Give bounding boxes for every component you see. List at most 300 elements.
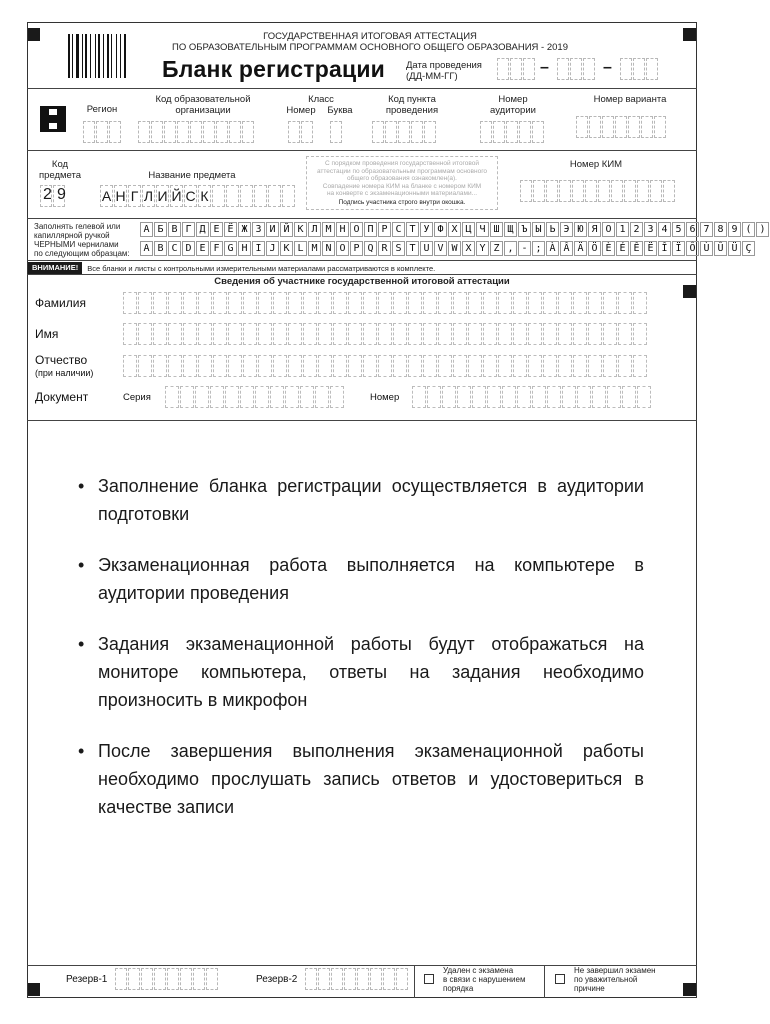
- entry-cell[interactable]: [243, 355, 257, 377]
- entry-cell[interactable]: [123, 323, 137, 345]
- entry-cell[interactable]: [588, 292, 602, 314]
- sample-char: M: [308, 241, 321, 256]
- document-number-label: Номер: [370, 392, 400, 403]
- instruction-item: • Задания экзаменационной работы будут отображаться на мониторе компьютера, ответы на задания необходимо произносить в микрофон: [78, 630, 644, 714]
- entry-cell[interactable]: [543, 323, 557, 345]
- entry-cell[interactable]: [498, 355, 512, 377]
- instruction-item: • Экзаменационная работа выполняется на компьютере в аудитории проведения: [78, 551, 644, 607]
- entry-cell[interactable]: [438, 323, 452, 345]
- entry-cell[interactable]: [363, 355, 377, 377]
- entry-cell[interactable]: [153, 355, 167, 377]
- entry-cell[interactable]: [408, 292, 422, 314]
- sample-char: Z: [490, 241, 503, 256]
- document-series-field[interactable]: [165, 386, 345, 408]
- instructions-list: [78, 472, 644, 844]
- entry-cell[interactable]: [213, 323, 227, 345]
- entry-cell[interactable]: [603, 355, 617, 377]
- subject-name-cell: [268, 185, 281, 207]
- document-series-label: Серия: [123, 392, 151, 403]
- first-name-label: Имя: [35, 327, 59, 341]
- sample-char: ;: [532, 241, 545, 256]
- sample-char: X: [462, 241, 475, 256]
- entry-cell[interactable]: [258, 292, 272, 314]
- not-finished-label: Не завершил экзамен по уважительной причине: [574, 966, 656, 993]
- sample-char: 4: [658, 222, 671, 237]
- sample-char: 3: [644, 222, 657, 237]
- entry-cell[interactable]: [363, 323, 377, 345]
- entry-cell[interactable]: [213, 355, 227, 377]
- room-label: Номер аудитории: [490, 94, 536, 116]
- entry-cell[interactable]: [393, 292, 407, 314]
- sample-char: С: [392, 222, 405, 237]
- sample-char: A: [140, 241, 153, 256]
- date-day-field[interactable]: [497, 58, 536, 80]
- sample-char: 9: [728, 222, 741, 237]
- entry-cell[interactable]: [558, 355, 572, 377]
- entry-cell[interactable]: [138, 292, 152, 314]
- entry-cell[interactable]: [273, 355, 287, 377]
- sample-char: Е: [210, 222, 223, 237]
- entry-cell[interactable]: [258, 355, 272, 377]
- sample-char: À: [546, 241, 559, 256]
- entry-cell[interactable]: [633, 323, 647, 345]
- org-code-field[interactable]: [138, 121, 255, 143]
- entry-cell[interactable]: [348, 355, 362, 377]
- entry-cell[interactable]: [513, 323, 527, 345]
- entry-cell[interactable]: [303, 323, 317, 345]
- sample-char: И: [266, 222, 279, 237]
- sample-char: 5: [672, 222, 685, 237]
- entry-cell[interactable]: [183, 292, 197, 314]
- entry-cell[interactable]: [240, 386, 254, 408]
- entry-cell[interactable]: [333, 355, 347, 377]
- subject-name-field[interactable]: [100, 185, 296, 207]
- entry-cell[interactable]: [168, 292, 182, 314]
- sample-char: 7: [700, 222, 713, 237]
- entry-cell[interactable]: [123, 355, 137, 377]
- reserve2-label: Резерв-2: [256, 974, 298, 985]
- entry-cell[interactable]: [468, 292, 482, 314]
- variant-field[interactable]: [576, 116, 667, 138]
- sample-char: К: [294, 222, 307, 237]
- sample-char: Ä: [574, 241, 587, 256]
- entry-cell[interactable]: [363, 292, 377, 314]
- sample-char: В: [168, 222, 181, 237]
- sample-char: 6: [686, 222, 699, 237]
- entry-cell[interactable]: [427, 386, 441, 408]
- entry-cell[interactable]: [468, 355, 482, 377]
- warning-bar: [28, 262, 696, 274]
- kim-number-field[interactable]: [520, 180, 676, 202]
- entry-cell[interactable]: [528, 292, 542, 314]
- entry-cell[interactable]: [603, 292, 617, 314]
- subject-name-cell: Г: [128, 185, 141, 207]
- sample-char: J: [266, 241, 279, 256]
- sample-char: З: [252, 222, 265, 237]
- entry-cell[interactable]: [348, 323, 362, 345]
- class-number-label: Номер: [286, 105, 316, 116]
- entry-cell[interactable]: [423, 292, 437, 314]
- entry-cell[interactable]: [168, 355, 182, 377]
- subject-name-cell: Н: [114, 185, 127, 207]
- entry-cell[interactable]: [300, 386, 314, 408]
- entry-cell[interactable]: [198, 355, 212, 377]
- point-code-field[interactable]: [372, 121, 437, 143]
- sample-char: Т: [406, 222, 419, 237]
- entry-cell[interactable]: [607, 386, 621, 408]
- entry-cell[interactable]: [423, 355, 437, 377]
- sample-char: 8: [714, 222, 727, 237]
- entry-cell[interactable]: [210, 386, 224, 408]
- sample-char: Y: [476, 241, 489, 256]
- kim-label: Номер КИМ: [569, 159, 623, 170]
- entry-cell[interactable]: [453, 355, 467, 377]
- entry-cell[interactable]: [528, 355, 542, 377]
- patronymic-note: (при наличии): [35, 368, 94, 378]
- sample-char: S: [392, 241, 405, 256]
- entry-cell[interactable]: [483, 355, 497, 377]
- divider: [27, 88, 697, 89]
- sample-char: Н: [336, 222, 349, 237]
- divider: [544, 965, 545, 998]
- entry-cell[interactable]: [330, 386, 344, 408]
- entry-cell[interactable]: [438, 292, 452, 314]
- entry-cell[interactable]: [213, 292, 227, 314]
- sample-char: Г: [182, 222, 195, 237]
- entry-cell[interactable]: [573, 292, 587, 314]
- entry-cell[interactable]: [288, 292, 302, 314]
- divider: [27, 150, 697, 151]
- subject-name-cell: [226, 185, 239, 207]
- entry-cell[interactable]: [618, 355, 632, 377]
- divider: [27, 260, 697, 261]
- entry-cell[interactable]: [483, 323, 497, 345]
- subject-name-cell: [240, 185, 253, 207]
- entry-cell[interactable]: [412, 386, 426, 408]
- entry-cell[interactable]: [165, 386, 179, 408]
- region-field[interactable]: [83, 121, 122, 143]
- sample-char: Î: [658, 241, 671, 256]
- sample-char: E: [196, 241, 209, 256]
- sample-char: H: [238, 241, 251, 256]
- entry-cell[interactable]: [457, 386, 471, 408]
- entry-cell[interactable]: [528, 323, 542, 345]
- entry-cell[interactable]: [225, 386, 239, 408]
- entry-cell[interactable]: [138, 323, 152, 345]
- entry-cell[interactable]: [333, 292, 347, 314]
- sample-char: У: [420, 222, 433, 237]
- warning-tag: ВНИМАНИЕ!: [28, 262, 82, 274]
- entry-cell[interactable]: [183, 323, 197, 345]
- entry-cell[interactable]: [168, 323, 182, 345]
- entry-cell[interactable]: [303, 355, 317, 377]
- sample-char: Ч: [476, 222, 489, 237]
- removed-label: Удален с экзамена в связи с нарушением порядка: [443, 966, 526, 993]
- sample-char: 1: [616, 222, 629, 237]
- sample-char: L: [294, 241, 307, 256]
- sample-char: ,: [504, 241, 517, 256]
- entry-cell[interactable]: [468, 323, 482, 345]
- subject-name-cell: К: [198, 185, 211, 207]
- sample-char: Ü: [728, 241, 741, 256]
- entry-cell[interactable]: [273, 292, 287, 314]
- sample-char: (: [742, 222, 755, 237]
- reserve1-field[interactable]: [115, 968, 219, 990]
- first-name-field[interactable]: [123, 323, 648, 345]
- instruction-item: • Заполнение бланка регистрации осуществляется в аудитории подготовки: [78, 472, 644, 528]
- entry-cell[interactable]: [487, 386, 501, 408]
- sample-char: Ё: [224, 222, 237, 237]
- entry-cell[interactable]: [603, 323, 617, 345]
- entry-cell[interactable]: [195, 386, 209, 408]
- date-separator: –: [540, 59, 549, 76]
- entry-cell[interactable]: [318, 355, 332, 377]
- sample-char: O: [336, 241, 349, 256]
- date-label: Дата проведения (ДД-ММ-ГГ): [406, 60, 482, 82]
- sample-char: ): [756, 222, 769, 237]
- sample-char: Ж: [238, 222, 251, 237]
- entry-cell[interactable]: [153, 292, 167, 314]
- entry-cell[interactable]: [198, 292, 212, 314]
- entry-cell[interactable]: [573, 355, 587, 377]
- sample-char: Б: [154, 222, 167, 237]
- entry-cell[interactable]: [318, 323, 332, 345]
- entry-cell[interactable]: [453, 292, 467, 314]
- sample-char: Ш: [490, 222, 503, 237]
- sample-char: Я: [588, 222, 601, 237]
- sample-char: Й: [280, 222, 293, 237]
- entry-cell[interactable]: [123, 292, 137, 314]
- entry-cell[interactable]: [543, 292, 557, 314]
- entry-cell[interactable]: [618, 323, 632, 345]
- entry-cell[interactable]: [138, 355, 152, 377]
- entry-cell[interactable]: [228, 355, 242, 377]
- sample-char: Ê: [630, 241, 643, 256]
- entry-cell[interactable]: [622, 386, 636, 408]
- entry-cell[interactable]: [153, 323, 167, 345]
- divider: [27, 218, 697, 219]
- subject-name-cell: [212, 185, 225, 207]
- entry-cell[interactable]: [513, 355, 527, 377]
- entry-cell[interactable]: [573, 323, 587, 345]
- date-separator: –: [603, 59, 612, 76]
- entry-cell[interactable]: [592, 386, 606, 408]
- entry-cell[interactable]: [288, 323, 302, 345]
- divider: [27, 274, 697, 275]
- class-label: Класс: [308, 94, 334, 105]
- entry-cell[interactable]: [442, 386, 456, 408]
- sample-char: Ù: [700, 241, 713, 256]
- qr-code-icon: [40, 106, 66, 132]
- entry-cell[interactable]: [517, 386, 531, 408]
- entry-cell[interactable]: [285, 386, 299, 408]
- entry-cell[interactable]: [393, 323, 407, 345]
- entry-cell[interactable]: [288, 355, 302, 377]
- sample-instructions: Заполнять гелевой или капиллярной ручкой ЧЕРНЫМИ чернилами по следующим образцам:: [34, 222, 130, 258]
- sample-char: Q: [364, 241, 377, 256]
- patronymic-label: Отчество: [35, 353, 88, 367]
- document-number-field[interactable]: [412, 386, 652, 408]
- entry-cell[interactable]: [633, 355, 647, 377]
- entry-cell[interactable]: [378, 292, 392, 314]
- sample-char: О: [602, 222, 615, 237]
- entry-cell[interactable]: [423, 323, 437, 345]
- entry-cell[interactable]: [498, 292, 512, 314]
- entry-cell[interactable]: [378, 355, 392, 377]
- sample-row-cyrillic: [140, 222, 770, 237]
- sample-char: Ï: [672, 241, 685, 256]
- entry-cell[interactable]: [348, 292, 362, 314]
- entry-cell[interactable]: [333, 323, 347, 345]
- surname-label: Фамилия: [35, 296, 86, 310]
- sample-char: U: [420, 241, 433, 256]
- subject-name-cell: Л: [142, 185, 155, 207]
- date-year-field[interactable]: [620, 58, 659, 80]
- entry-cell[interactable]: [183, 355, 197, 377]
- entry-cell[interactable]: [408, 355, 422, 377]
- entry-cell[interactable]: [243, 323, 257, 345]
- class-number-field[interactable]: [288, 121, 314, 143]
- sample-char: W: [448, 241, 461, 256]
- sample-char: B: [154, 241, 167, 256]
- point-code-label: Код пункта проведения: [385, 94, 439, 116]
- sample-char: Ы: [532, 222, 545, 237]
- sample-char: Ô: [686, 241, 699, 256]
- entry-cell[interactable]: [543, 355, 557, 377]
- entry-cell[interactable]: [378, 323, 392, 345]
- entry-cell[interactable]: [258, 323, 272, 345]
- date-month-field[interactable]: [557, 58, 596, 80]
- subject-name-cell: С: [184, 185, 197, 207]
- sample-char: G: [224, 241, 237, 256]
- entry-cell[interactable]: [180, 386, 194, 408]
- entry-cell[interactable]: [228, 323, 242, 345]
- sample-char: Э: [560, 222, 573, 237]
- entry-cell[interactable]: [588, 323, 602, 345]
- entry-cell[interactable]: [228, 292, 242, 314]
- sample-char: Х: [448, 222, 461, 237]
- sample-char: D: [182, 241, 195, 256]
- entry-cell[interactable]: [483, 292, 497, 314]
- entry-cell[interactable]: [408, 323, 422, 345]
- entry-cell[interactable]: [502, 386, 516, 408]
- subject-name-cell: И: [156, 185, 169, 207]
- subject-code-digit: 9: [57, 186, 67, 203]
- region-label: Регион: [86, 104, 118, 115]
- sample-char: Ь: [546, 222, 559, 237]
- sample-char: Ю: [574, 222, 587, 237]
- participant-section-title: Сведения об участнике государственной итоговой аттестации: [214, 276, 510, 287]
- instruction-item: • После завершения выполнения экзаменационной работы необходимо прослушать запись ответов и удостовериться в качестве записи: [78, 737, 644, 821]
- entry-cell[interactable]: [562, 386, 576, 408]
- entry-cell[interactable]: [558, 292, 572, 314]
- entry-cell[interactable]: [472, 386, 486, 408]
- sample-char: О: [350, 222, 363, 237]
- divider: [414, 965, 415, 998]
- sample-char: F: [210, 241, 223, 256]
- sample-char: P: [350, 241, 363, 256]
- entry-cell[interactable]: [273, 323, 287, 345]
- sample-char: Ç: [742, 241, 755, 256]
- entry-cell[interactable]: [618, 292, 632, 314]
- sample-char: Д: [196, 222, 209, 237]
- sample-char: 2: [630, 222, 643, 237]
- sample-char: È: [602, 241, 615, 256]
- warning-text: Все бланки и листы с контрольными измерительными материалами рассматриваются в комплекте.: [87, 263, 436, 273]
- sample-char: R: [378, 241, 391, 256]
- entry-cell[interactable]: [547, 386, 561, 408]
- entry-cell[interactable]: [498, 323, 512, 345]
- sample-char: Л: [308, 222, 321, 237]
- entry-cell[interactable]: [577, 386, 591, 408]
- sample-char: П: [364, 222, 377, 237]
- entry-cell[interactable]: [393, 355, 407, 377]
- entry-cell[interactable]: [303, 292, 317, 314]
- form-title: Бланк регистрации: [162, 56, 386, 82]
- subject-name-label: Название предмета: [148, 170, 236, 181]
- sample-char: T: [406, 241, 419, 256]
- sample-char: Ë: [644, 241, 657, 256]
- subject-code-label: Код предмета: [38, 159, 82, 181]
- removed-checkbox[interactable]: [424, 974, 434, 984]
- entry-cell[interactable]: [318, 292, 332, 314]
- entry-cell[interactable]: [513, 292, 527, 314]
- entry-cell[interactable]: [438, 355, 452, 377]
- entry-cell[interactable]: [453, 323, 467, 345]
- entry-cell[interactable]: [315, 386, 329, 408]
- sample-char: Â: [560, 241, 573, 256]
- entry-cell[interactable]: [243, 292, 257, 314]
- not-finished-checkbox[interactable]: [555, 974, 565, 984]
- subject-name-cell: [254, 185, 267, 207]
- sample-row-latin: [140, 241, 756, 256]
- patronymic-field[interactable]: [123, 355, 648, 377]
- sample-char: É: [616, 241, 629, 256]
- class-letter-label: Буква: [327, 105, 353, 116]
- barcode: [68, 34, 148, 78]
- room-field[interactable]: [480, 121, 545, 143]
- sample-char: Û: [714, 241, 727, 256]
- sample-char: Ö: [588, 241, 601, 256]
- surname-field[interactable]: [123, 292, 648, 314]
- entry-cell[interactable]: [255, 386, 269, 408]
- sample-char: V: [434, 241, 447, 256]
- document-label: Документ: [35, 390, 89, 404]
- entry-cell[interactable]: [270, 386, 284, 408]
- entry-cell[interactable]: [558, 323, 572, 345]
- sample-char: N: [322, 241, 335, 256]
- sample-char: I: [252, 241, 265, 256]
- sample-char: -: [518, 241, 531, 256]
- reserve2-field[interactable]: [305, 968, 409, 990]
- entry-cell[interactable]: [198, 323, 212, 345]
- subject-name-cell: Й: [170, 185, 183, 207]
- entry-cell[interactable]: [637, 386, 651, 408]
- sample-char: Щ: [504, 222, 517, 237]
- sample-char: Р: [378, 222, 391, 237]
- sample-char: Ц: [462, 222, 475, 237]
- entry-cell[interactable]: [633, 292, 647, 314]
- entry-cell[interactable]: [532, 386, 546, 408]
- org-code-label: Код образовательной организации: [155, 94, 251, 116]
- consent-notice: С порядком проведения государственной итоговой аттестации по образовательным программам основного общего образования ознакомлен(а). Совпадение номера КИМ на бланке с номером КИМ на конверте с экзаменационными материалами... Подпись участника строго внутри окошка.: [306, 156, 498, 210]
- entry-cell[interactable]: [588, 355, 602, 377]
- subject-name-cell: [282, 185, 295, 207]
- subject-name-cell: А: [100, 185, 113, 207]
- class-letter-field[interactable]: [330, 121, 343, 143]
- variant-label: Номер варианта: [593, 94, 667, 105]
- sample-char: А: [140, 222, 153, 237]
